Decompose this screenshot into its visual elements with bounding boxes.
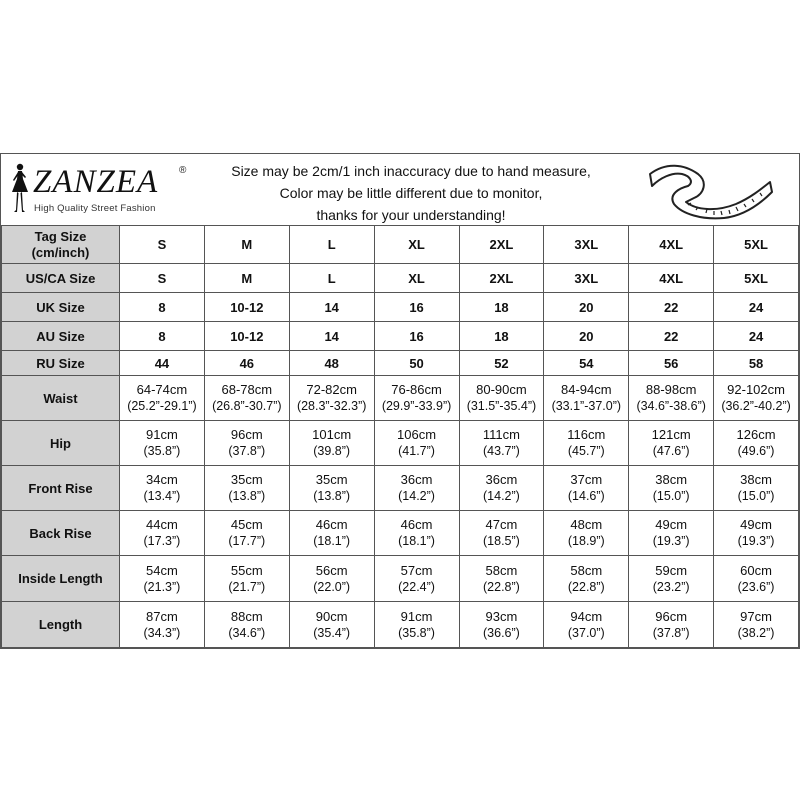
inch-value: (14.6”) (567, 489, 605, 503)
measurement-row (2, 466, 799, 511)
woman-silhouette-icon (7, 162, 31, 218)
inch-value: (18.9”) (567, 534, 605, 548)
measurement-cell (544, 466, 629, 511)
brand-tagline: High Quality Street Fashion (34, 203, 156, 214)
measurement-cell (544, 511, 629, 556)
size-cell: 5XL (714, 226, 799, 264)
notice-line: thanks for your understanding! (316, 207, 506, 223)
measurement-cell (459, 466, 544, 511)
cm-value: 57cm (400, 562, 433, 578)
inch-value: (33.1”-37.0”) (551, 399, 622, 413)
measurement-cell (714, 421, 799, 466)
size-row (2, 293, 799, 322)
size-cell: 4XL (629, 226, 714, 264)
measurement-cell (289, 511, 374, 556)
inch-value: (29.9”-33.9”) (381, 399, 452, 413)
measurement-row (2, 602, 799, 648)
measurement-cell (629, 376, 714, 421)
size-row (2, 322, 799, 351)
cm-value: 91cm (146, 427, 178, 442)
size-cell: 52 (459, 351, 544, 376)
measurement-cell (289, 602, 374, 648)
size-row (2, 264, 799, 293)
row-label: Hip (2, 421, 120, 466)
inch-value: (28.3”-32.3”) (296, 399, 367, 413)
inch-value: (14.2”) (483, 489, 520, 503)
inch-value: (21.3”) (143, 579, 181, 594)
chart-header (1, 154, 799, 226)
measurement-cell (120, 511, 205, 556)
inch-value: (22.8”) (567, 579, 605, 594)
cm-value: 49cm (740, 517, 772, 532)
inch-value: (15.0”) (652, 489, 690, 503)
inch-value: (43.7”) (483, 444, 520, 458)
cm-value: 35cm (315, 472, 348, 487)
measurement-cell (289, 556, 374, 602)
row-label: AU Size (2, 322, 120, 351)
cm-value: 90cm (315, 608, 348, 624)
inch-value: (37.0”) (567, 625, 605, 640)
cm-value: 59cm (655, 562, 688, 578)
measurement-cell (714, 602, 799, 648)
inch-value: (19.3”) (652, 534, 690, 548)
cm-value: 126cm (736, 427, 776, 442)
measurement-cell (204, 376, 289, 421)
row-label: Back Rise (2, 511, 120, 556)
inch-value: (45.7”) (567, 444, 605, 458)
inch-value: (17.3”) (143, 534, 181, 548)
cm-value: 44cm (146, 517, 178, 532)
size-cell: 54 (544, 351, 629, 376)
measurement-cell (289, 466, 374, 511)
measurement-cell (204, 466, 289, 511)
measurement-cell (120, 602, 205, 648)
measurement-cell (714, 466, 799, 511)
inch-value: (35.8”) (143, 444, 181, 458)
registered-mark: ® (179, 165, 187, 176)
size-notice (201, 160, 621, 226)
inch-value: (22.4”) (398, 579, 435, 594)
cm-value: 38cm (655, 472, 688, 487)
inch-value: (22.0”) (313, 579, 351, 594)
size-cell: M (204, 264, 289, 293)
cm-value: 49cm (655, 517, 688, 532)
measurement-cell (204, 421, 289, 466)
row-label: Waist (2, 376, 120, 421)
inch-value: (34.6”) (228, 625, 266, 640)
cm-value: 34cm (146, 472, 178, 487)
row-label: Tag Size (cm/inch) (2, 226, 120, 264)
cm-value: 38cm (740, 472, 772, 487)
inch-value: (18.1”) (398, 534, 435, 548)
cm-value: 55cm (230, 562, 263, 578)
measurement-cell (204, 556, 289, 602)
cm-value: 87cm (146, 608, 178, 624)
measurement-cell (629, 421, 714, 466)
size-cell: 44 (120, 351, 205, 376)
cm-value: 46cm (315, 517, 348, 532)
cm-value: 93cm (485, 608, 518, 624)
measurement-row (2, 511, 799, 556)
cm-value: 35cm (230, 472, 263, 487)
measurement-cell (374, 556, 459, 602)
measurement-cell (544, 376, 629, 421)
measurement-cell (374, 466, 459, 511)
size-cell: S (120, 264, 205, 293)
cm-value: 84-94cm (561, 382, 612, 397)
inch-value: (13.8”) (313, 489, 351, 503)
measurement-cell (374, 376, 459, 421)
inch-value: (35.8”) (398, 625, 435, 640)
cm-value: 121cm (651, 427, 691, 442)
size-table (1, 225, 799, 648)
size-cell: 10-12 (204, 293, 289, 322)
inch-value: (23.6”) (737, 579, 775, 594)
measurement-cell (544, 556, 629, 602)
cm-value: 47cm (485, 517, 518, 532)
inch-value: (13.4”) (143, 489, 181, 503)
measurement-cell (120, 466, 205, 511)
size-cell: 5XL (714, 264, 799, 293)
brand-logo (7, 162, 197, 220)
size-cell: 10-12 (204, 322, 289, 351)
measurement-cell (459, 376, 544, 421)
inch-value: (21.7”) (228, 579, 266, 594)
inch-value: (17.7”) (228, 534, 266, 548)
measurement-cell (459, 421, 544, 466)
cm-value: 97cm (740, 608, 772, 624)
inch-value: (47.6”) (652, 444, 690, 458)
size-cell: L (289, 226, 374, 264)
size-cell: 14 (289, 322, 374, 351)
measurement-cell (120, 376, 205, 421)
size-cell: M (204, 226, 289, 264)
cm-value: 60cm (740, 562, 772, 578)
measurement-row (2, 376, 799, 421)
size-cell: 22 (629, 322, 714, 351)
cm-value: 76-86cm (391, 382, 442, 397)
cm-value: 111cm (482, 427, 520, 442)
cm-value: 68-78cm (221, 382, 273, 397)
row-label: RU Size (2, 351, 120, 376)
inch-value: (36.2”-40.2”) (721, 399, 791, 413)
inch-value: (22.8”) (483, 579, 520, 594)
inch-value: (26.8”-30.7”) (212, 399, 282, 413)
cm-value: 54cm (146, 562, 178, 578)
size-cell: 58 (714, 351, 799, 376)
inch-value: (18.5”) (483, 534, 520, 548)
size-cell: 3XL (544, 226, 629, 264)
measurement-cell (374, 421, 459, 466)
row-label: UK Size (2, 293, 120, 322)
size-cell: S (120, 226, 205, 264)
cm-value: 101cm (312, 427, 352, 442)
brand-name: ZANZEA (33, 164, 159, 200)
inch-value: (35.4”) (313, 625, 351, 640)
cm-value: 116cm (567, 427, 606, 442)
size-cell: 50 (374, 351, 459, 376)
cm-value: 106cm (397, 427, 437, 442)
inch-value: (14.2”) (398, 489, 435, 503)
measurement-row (2, 421, 799, 466)
inch-value: (23.2”) (652, 579, 690, 594)
measurement-cell (204, 602, 289, 648)
cm-value: 45cm (230, 517, 263, 532)
size-cell: 20 (544, 293, 629, 322)
inch-value: (38.2”) (737, 625, 775, 640)
cm-value: 88cm (230, 608, 263, 624)
inch-value: (37.8”) (228, 444, 266, 458)
notice-line: Color may be little different due to monitor, (279, 185, 543, 201)
inch-value: (18.1”) (313, 534, 351, 548)
size-cell: 8 (120, 322, 205, 351)
size-cell: 16 (374, 293, 459, 322)
measurement-cell (714, 376, 799, 421)
measurement-cell (289, 421, 374, 466)
cm-value: 46cm (400, 517, 433, 532)
inch-value: (25.2”-29.1”) (127, 399, 197, 413)
row-label: Inside Length (2, 556, 120, 602)
cm-value: 36cm (485, 472, 518, 487)
size-row (2, 351, 799, 376)
inch-value: (39.8”) (313, 444, 351, 458)
cm-value: 56cm (315, 562, 348, 578)
inch-value: (19.3”) (737, 534, 775, 548)
size-cell: 2XL (459, 264, 544, 293)
size-cell: XL (374, 226, 459, 264)
measurement-cell (629, 556, 714, 602)
cm-value: 91cm (400, 608, 433, 624)
measurement-cell (289, 376, 374, 421)
measurement-cell (374, 602, 459, 648)
measurement-cell (120, 421, 205, 466)
inch-value: (34.3”) (143, 625, 181, 640)
measurement-cell (374, 511, 459, 556)
measurement-cell (629, 511, 714, 556)
measurement-cell (459, 556, 544, 602)
size-cell: 3XL (544, 264, 629, 293)
size-cell: 22 (629, 293, 714, 322)
inch-value: (34.6”-38.6”) (636, 399, 706, 413)
cm-value: 96cm (230, 427, 263, 442)
size-table-body (2, 226, 799, 648)
cm-value: 48cm (570, 517, 603, 532)
measurement-cell (459, 602, 544, 648)
cm-value: 58cm (485, 562, 518, 578)
size-cell: 48 (289, 351, 374, 376)
cm-value: 96cm (655, 608, 688, 624)
size-cell: 8 (120, 293, 205, 322)
inch-value: (41.7”) (398, 444, 435, 458)
size-cell: 4XL (629, 264, 714, 293)
row-label: Length (2, 602, 120, 648)
size-cell: 16 (374, 322, 459, 351)
size-cell: 2XL (459, 226, 544, 264)
size-cell: 24 (714, 293, 799, 322)
inch-value: (15.0”) (737, 489, 775, 503)
measurement-cell (544, 421, 629, 466)
inch-value: (37.8”) (652, 625, 690, 640)
measurement-cell (629, 466, 714, 511)
measurement-cell (459, 511, 544, 556)
size-cell: 18 (459, 322, 544, 351)
size-cell: 46 (204, 351, 289, 376)
size-cell: 14 (289, 293, 374, 322)
cm-value: 58cm (570, 562, 603, 578)
cm-value: 64-74cm (136, 382, 188, 397)
inch-value: (31.5”-35.4”) (466, 399, 537, 413)
inch-value: (36.6”) (483, 625, 520, 640)
measurement-cell (714, 511, 799, 556)
measurement-cell (120, 556, 205, 602)
row-label: Front Rise (2, 466, 120, 511)
cm-value: 88-98cm (645, 382, 697, 397)
size-cell: 20 (544, 322, 629, 351)
cm-value: 37cm (570, 472, 603, 487)
cm-value: 72-82cm (306, 382, 357, 397)
inch-value: (13.8”) (228, 489, 266, 503)
size-cell: L (289, 264, 374, 293)
size-cell: XL (374, 264, 459, 293)
cm-value: 94cm (570, 608, 603, 624)
measurement-cell (204, 511, 289, 556)
notice-line: Size may be 2cm/1 inch inaccuracy due to hand measure, (231, 163, 591, 179)
row-label: US/CA Size (2, 264, 120, 293)
size-cell: 18 (459, 293, 544, 322)
inch-value: (49.6”) (737, 444, 775, 458)
measurement-cell (544, 602, 629, 648)
size-chart (0, 153, 800, 649)
measurement-row (2, 556, 799, 602)
cm-value: 36cm (400, 472, 433, 487)
measurement-cell (714, 556, 799, 602)
measurement-cell (629, 602, 714, 648)
size-cell: 24 (714, 322, 799, 351)
cm-value: 80-90cm (476, 382, 527, 397)
size-row (2, 226, 799, 264)
measuring-tape-icon (646, 160, 776, 222)
size-cell: 56 (629, 351, 714, 376)
cm-value: 92-102cm (727, 382, 785, 397)
